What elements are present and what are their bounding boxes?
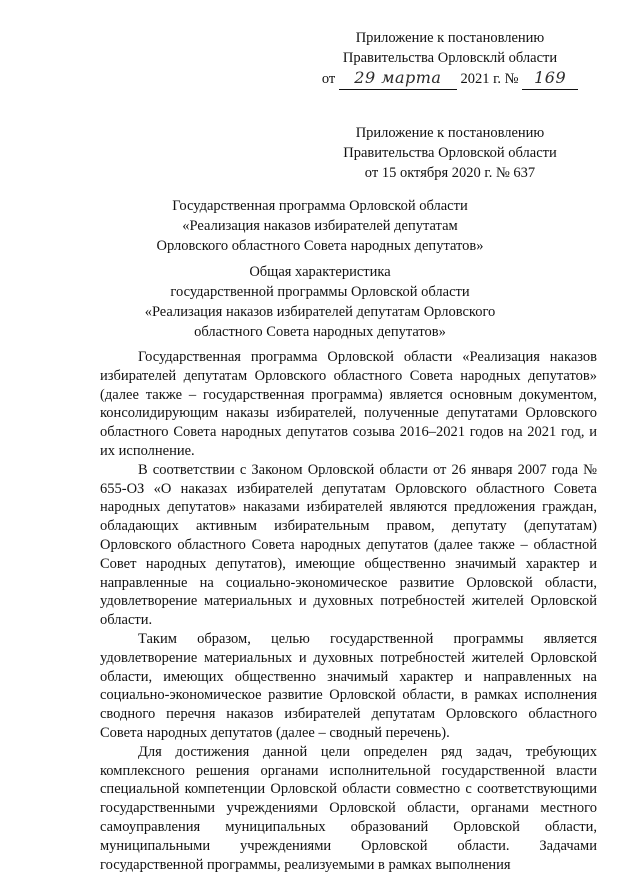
appendix-current [300, 28, 600, 90]
handwritten-number: 169 [534, 68, 567, 87]
program-title [110, 196, 530, 256]
appendix-current-line2: Правительства Орловсклй области [342, 50, 558, 66]
date-field [339, 68, 457, 90]
section-title [110, 262, 530, 342]
appendix-previous-line3: от 15 октября 2020 г. № 637 [364, 165, 536, 181]
section-title-line4: областного Совета народных депутатов» [194, 324, 446, 340]
date-prefix: от [321, 71, 336, 87]
date-suffix: 2021 г. № [460, 71, 519, 87]
number-field [522, 68, 578, 90]
appendix-previous [300, 123, 600, 183]
handwritten-date: 29 марта [354, 68, 442, 87]
section-title-line2: государственной программы Орловской области [170, 284, 470, 300]
program-title-line1: Государственная программа Орловской области [172, 198, 468, 214]
body-text [100, 348, 597, 874]
program-title-line3: Орловского областного Совета народных депутатов» [156, 238, 484, 254]
section-title-line3: «Реализация наказов избирателей депутатам Орловского [144, 304, 496, 320]
paragraph: В соответствии с Законом Орловской области от 26 января 2007 года № 655-ОЗ «О наказах избирателей депутатам Орловского областного Совета народных депутатов» наказами избирателей являются предложения граждан, обладающих активным избирательным правом, депутату (депутатам) Орловского областного Совета народных депутатов (далее также – областной Совет народных депутатов), имеющие общественно значимый характер и направленные на социально-экономическое развитие Орловской области, удовлетворение материальных и духовных потребностей жителей Орловской области. [100, 461, 597, 629]
program-title-line2: «Реализация наказов избирателей депутатам [182, 218, 458, 234]
appendix-current-line1: Приложение к постановлению [355, 30, 545, 46]
appendix-previous-line2: Правительства Орловской области [343, 145, 557, 161]
appendix-previous-line1: Приложение к постановлению [355, 125, 545, 141]
paragraph: Государственная программа Орловской области «Реализация наказов избирателей депутатам Орловского областного Совета народных депутатов» (далее также – государственная программа) является основным документом, консолидирующим наказы избирателей, полученные депутатами Орловского областного Совета народных депутатов созыва 2016–2021 годов на 2021 год, и их исполнение. [100, 349, 597, 459]
paragraph: Для достижения данной цели определен ряд задач, требующих комплексного решения органами исполнительной государственной власти специальной компетенции Орловской области совместно с соответствующими государственными учреждениями Орловской области, органами местного самоуправления муниципальных образований Орловской области, муниципальными учреждениями Орловской области. Задачами государственной программы, реализуемыми в рамках выполнения [100, 743, 597, 873]
appendix-current-date-line [300, 68, 600, 90]
section-title-line1: Общая характеристика [249, 264, 391, 280]
paragraph: Таким образом, целью государственной программы является удовлетворение материальных и духовных потребностей жителей Орловской области, имеющих общественно значимый характер и направленных на социально-экономическое развитие Орловской области, в рамках исполнения сводного перечня наказов избирателей депутатам Орловского областного Совета народных депутатов (далее – сводный перечень). [100, 630, 597, 741]
